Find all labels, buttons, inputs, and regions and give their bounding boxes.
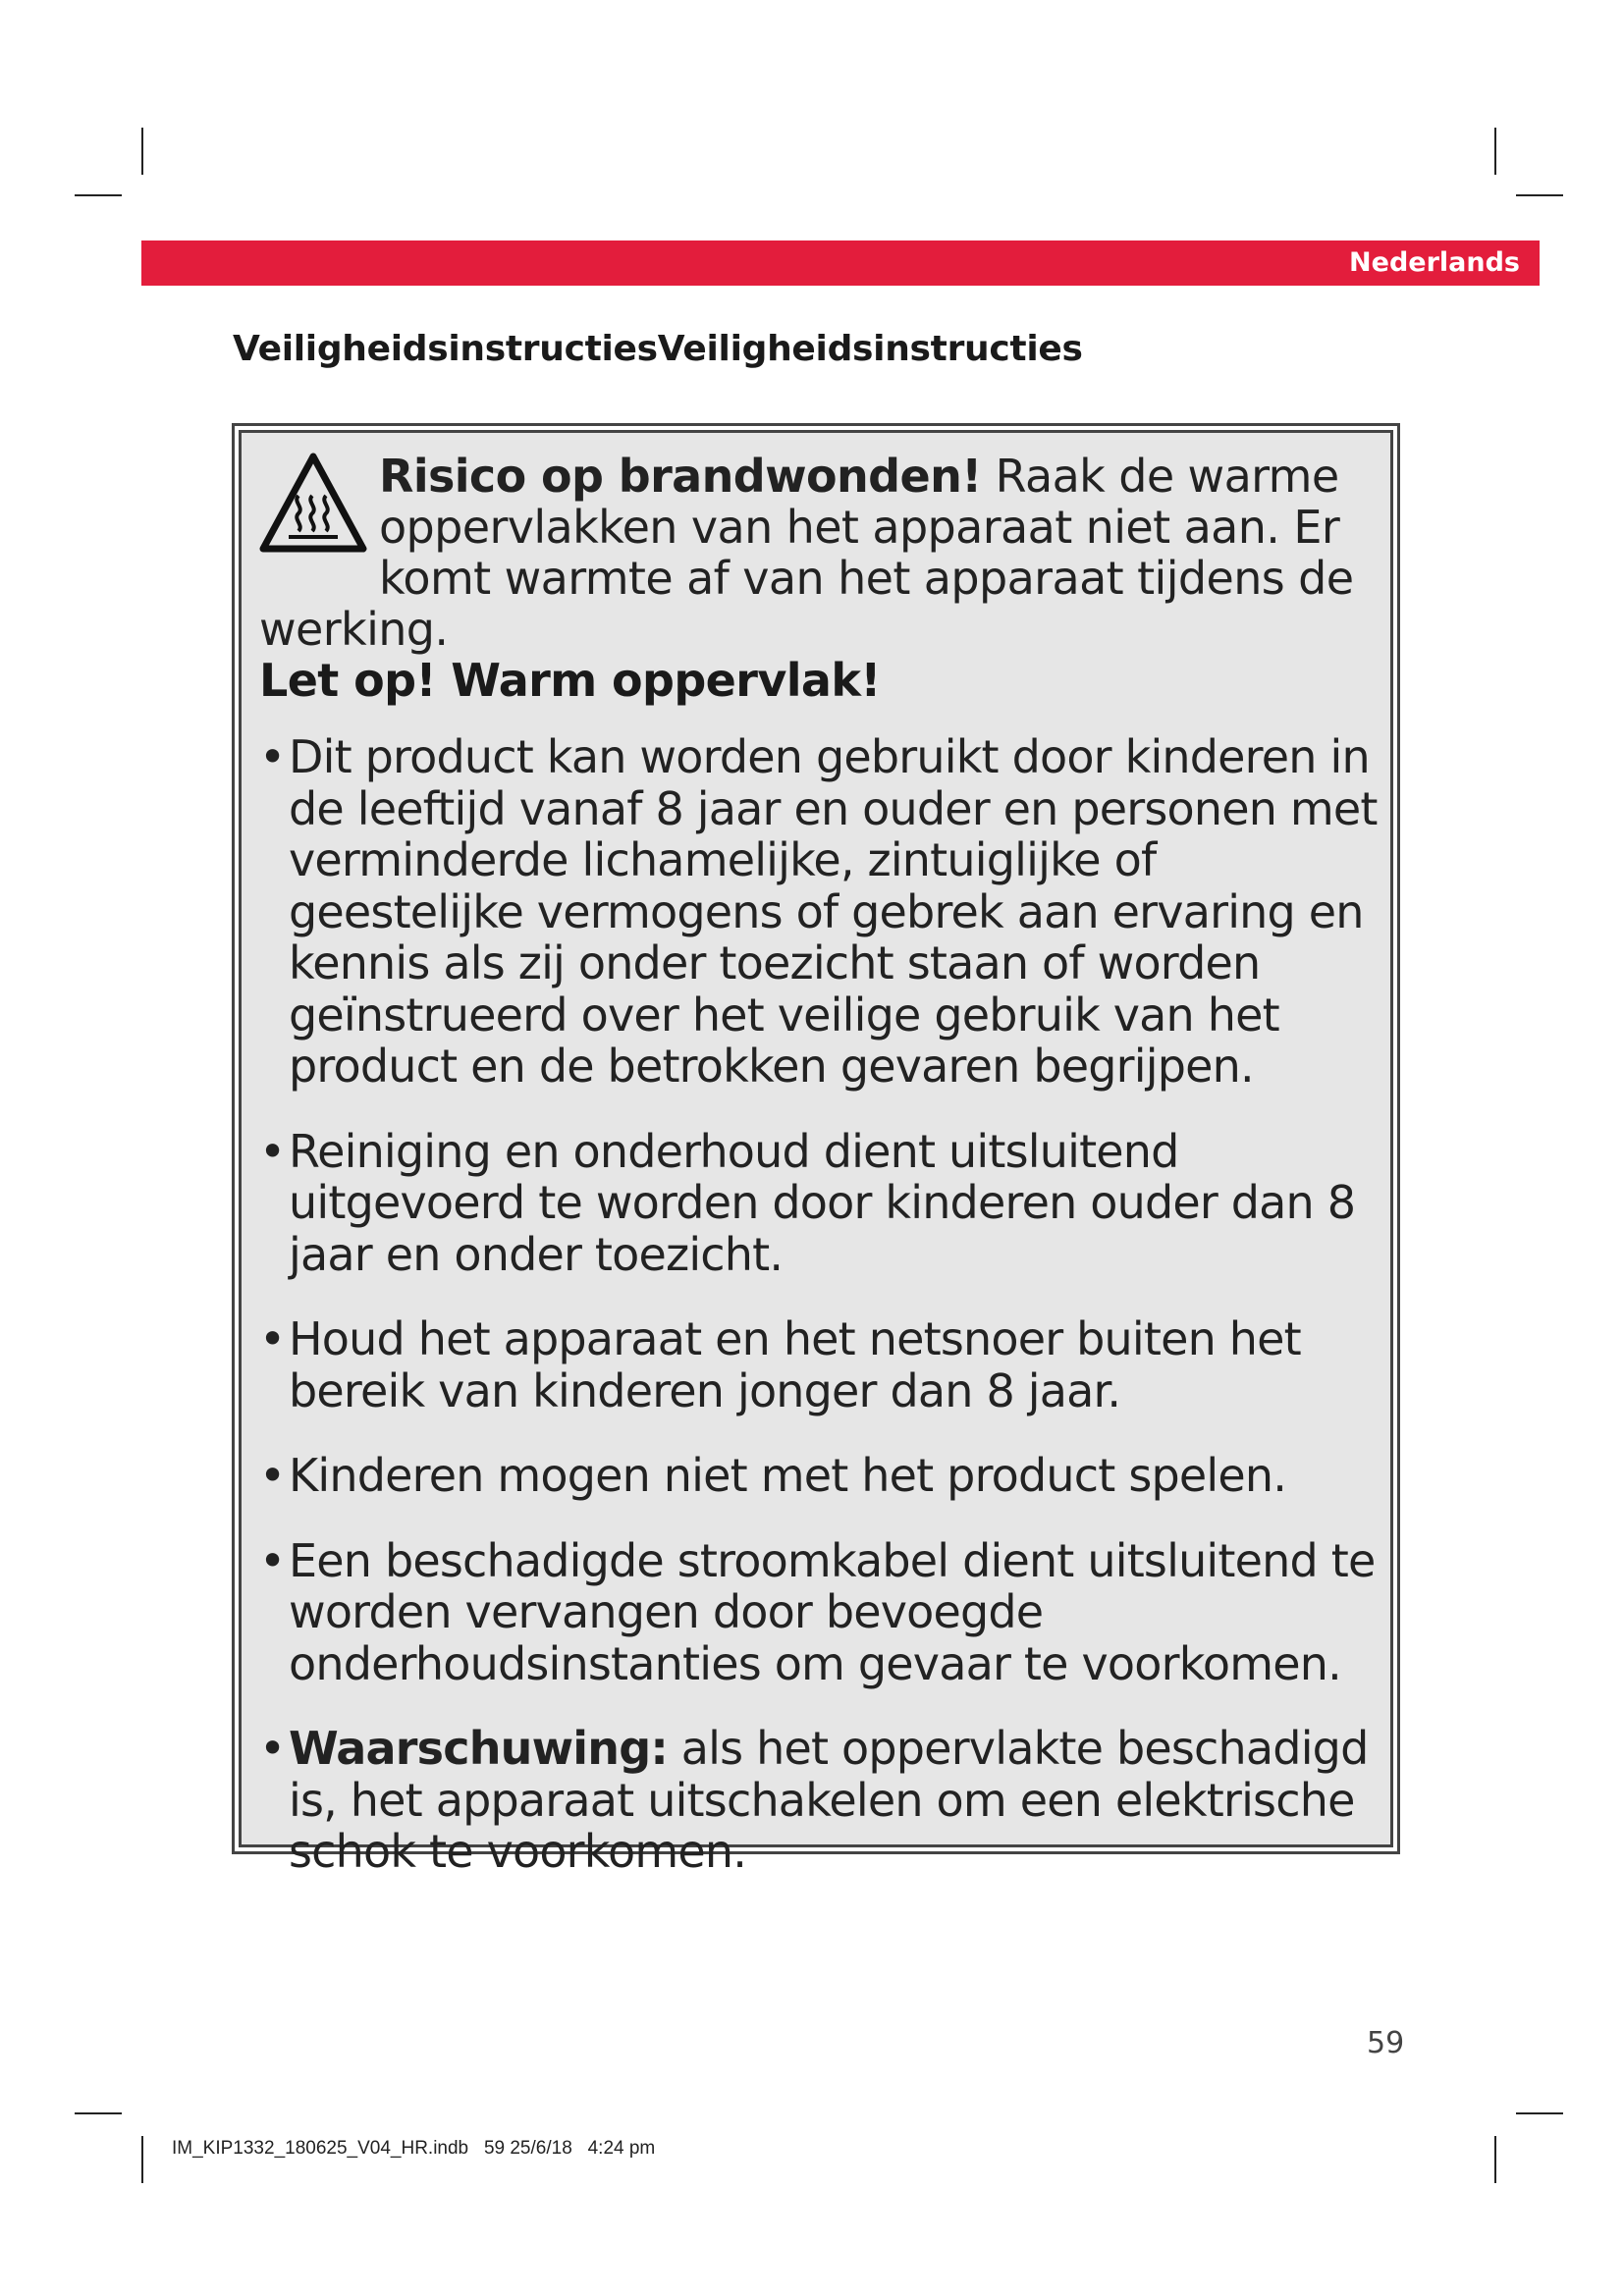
bullet-dot: • xyxy=(259,1124,286,1178)
bullet-text: Een beschadigde stroomkabel dient uitsluitend te worden vervangen door bevoegde onderhoudsinstanties om gevaar te voorkomen. xyxy=(289,1533,1376,1690)
bullet-text: Kinderen mogen niet met het product spelen. xyxy=(289,1449,1287,1502)
crop-mark-bottom-right-vertical xyxy=(1494,2136,1496,2183)
bullet-bold-label: Waarschuwing: xyxy=(289,1722,668,1775)
bullet-text: Dit product kan worden gebruikt door kinderen in de leeftijd vanaf 8 jaar en ouder en personen met verminderde lichamelijke, zintuiglijke of geestelijke vermogens of gebrek aan ervaring en kennis als zij onder toezicht staan of worden geïnstrueerd over het veilige gebruik van het product en de betrokken gevaren begrijpen. xyxy=(289,730,1378,1093)
bullet-dot: • xyxy=(259,1449,286,1502)
language-label: Nederlands xyxy=(1349,247,1520,278)
bullet-text: als het oppervlakte beschadigd is, het apparaat uitschakelen om een elektrische schok te voorkomen. xyxy=(289,1722,1369,1878)
bullet-item xyxy=(259,1126,1379,1281)
crop-mark-bottom-left-horizontal xyxy=(75,2112,122,2114)
bullet-text: Reiniging en onderhoud dient uitsluitend uitgevoerd te worden door kinderen ouder dan 8 jaar en onder toezicht. xyxy=(289,1124,1356,1281)
bullet-item xyxy=(259,1535,1379,1690)
bullet-item xyxy=(259,731,1379,1093)
bullet-item-warning xyxy=(259,1723,1379,1878)
warning-heading-text: Raak de warme oppervlakken van het apparaat niet aan. Er komt warmte af van het apparaat tijdens de werking. xyxy=(259,450,1354,656)
crop-mark-bottom-left-vertical xyxy=(141,2136,143,2183)
section-title: VeiligheidsinstructiesVeiligheidsinstructies xyxy=(233,329,1083,369)
crop-mark-top-left-vertical xyxy=(141,128,143,175)
bullet-item xyxy=(259,1450,1379,1502)
bullet-dot: • xyxy=(259,730,286,783)
crop-mark-top-left-horizontal xyxy=(75,194,122,196)
bullet-dot: • xyxy=(259,1533,286,1587)
warning-heading xyxy=(259,451,1379,655)
page-number: 59 xyxy=(1367,2026,1405,2060)
warning-alert: Let op! Warm oppervlak! xyxy=(259,654,881,707)
safety-bullet-list xyxy=(259,731,1379,1878)
bullet-dot: • xyxy=(259,1312,286,1365)
warning-box xyxy=(232,423,1400,1878)
hot-surface-warning-icon xyxy=(259,453,367,555)
bullet-item xyxy=(259,1313,1379,1416)
warning-box-inner xyxy=(239,430,1393,1878)
crop-mark-top-right-vertical xyxy=(1494,128,1496,175)
language-bar xyxy=(141,240,1540,286)
bullet-text: Houd het apparaat en het netsnoer buiten het bereik van kinderen jonger dan 8 jaar. xyxy=(289,1312,1301,1417)
bullet-dot: • xyxy=(259,1722,286,1775)
crop-mark-top-right-horizontal xyxy=(1516,194,1563,196)
print-file-info: IM_KIP1332_180625_V04_HR.indb 59 25/6/18 4:24 pm xyxy=(172,2138,656,2159)
crop-mark-bottom-right-horizontal xyxy=(1516,2112,1563,2114)
warning-heading-bold: Risico op brandwonden! xyxy=(379,450,982,503)
